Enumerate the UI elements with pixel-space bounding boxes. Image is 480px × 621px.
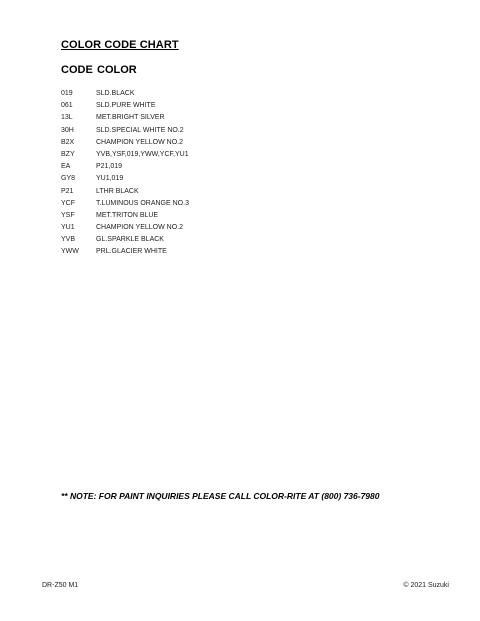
color-code-row	[61, 222, 189, 234]
page-title: COLOR CODE CHART	[61, 39, 179, 51]
row-code: YSF	[61, 211, 75, 219]
color-code-row	[61, 137, 189, 149]
row-color: PRL.GLACIER WHITE	[96, 248, 167, 256]
color-code-row	[61, 186, 189, 198]
row-code: 019	[61, 90, 73, 97]
code-column-header: CODE	[61, 64, 93, 76]
row-code: 13L	[61, 114, 73, 122]
row-code: GY8	[61, 175, 76, 183]
column-headers	[61, 64, 137, 76]
color-code-row	[61, 149, 189, 161]
footer-model: DR-Z50 M1	[42, 582, 79, 589]
row-color: SLD.PURE WHITE	[96, 102, 156, 110]
color-code-row	[61, 161, 189, 173]
row-code: BZY	[61, 150, 75, 158]
paint-inquiry-note: ** NOTE: FOR PAINT INQUIRIES PLEASE CALL COLOR-RITE AT (800) 736-7980	[61, 491, 380, 501]
row-code: YCF	[61, 199, 75, 207]
row-color: T.LUMINOUS ORANGE NO.3	[96, 199, 189, 207]
row-code: YU1	[61, 224, 75, 232]
color-code-row	[61, 88, 189, 100]
color-code-row	[61, 125, 189, 137]
row-code: YVB	[61, 236, 76, 244]
row-color: P21,019	[96, 163, 123, 171]
row-code: EA	[61, 163, 71, 171]
color-code-row	[61, 234, 189, 246]
row-color: CHAMPION YELLOW NO.2	[96, 224, 184, 232]
row-color: CHAMPION YELLOW NO.2	[96, 138, 184, 146]
row-color: SLD.BLACK	[96, 90, 135, 97]
color-code-row	[61, 246, 189, 258]
row-color: YU1,019	[96, 175, 124, 183]
color-code-list	[61, 88, 189, 259]
color-code-row	[61, 100, 189, 112]
color-code-row	[61, 210, 189, 222]
row-color: YVB,YSF,019,YWW,YCF,YU1	[96, 150, 189, 158]
color-code-row	[61, 198, 189, 210]
row-color: MET.TRITON BLUE	[96, 211, 159, 219]
footer-copyright: © 2021 Suzuki	[403, 582, 449, 589]
row-color: MET.BRIGHT SILVER	[96, 114, 165, 122]
row-color: LTHR BLACK	[96, 187, 139, 195]
color-code-row	[61, 112, 189, 124]
color-code-row	[61, 173, 189, 185]
row-color: GL.SPARKLE BLACK	[96, 236, 164, 244]
row-code: YWW	[61, 248, 79, 256]
row-color: SLD.SPECIAL WHITE NO.2	[96, 126, 184, 134]
row-code: 061	[61, 102, 73, 110]
color-column-header: COLOR	[97, 64, 137, 76]
row-code: B2X	[61, 138, 75, 146]
row-code: 30H	[61, 126, 74, 134]
row-code: P21	[61, 187, 74, 195]
